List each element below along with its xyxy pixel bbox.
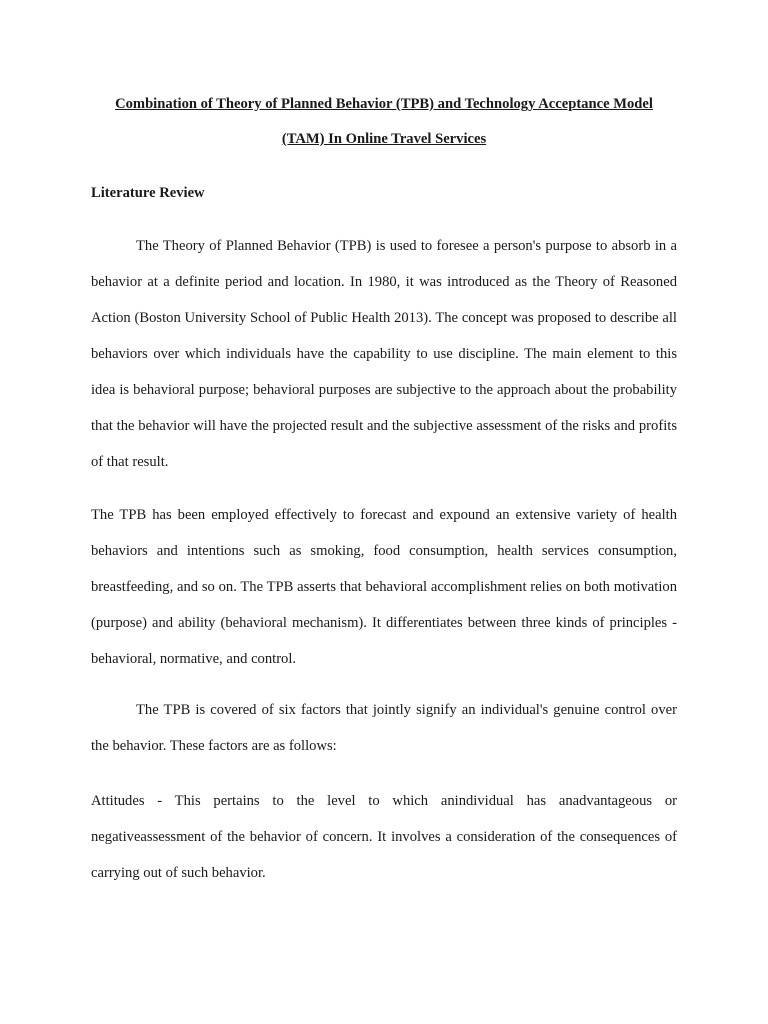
paragraph-tpb-applications: The TPB has been employed effectively to forecast and expound an extensive variety of health behaviors and intentions such as smoking, food consumption, health services consumption, breastfeeding, and so on. The TPB asserts that behavioral accomplishment relies on both motivation (purpose) and ability (behavioral mechanism). It differentiates between three kinds of principles - behavioral, normative, and control. <box>91 507 677 667</box>
paragraph-attitudes: Attitudes - This pertains to the level to which anindividual has anadvantageous or negativeassessment of the behavior of concern. It involves a consideration of the consequences of carrying out of such behavior. <box>91 793 677 881</box>
paragraph-tpb-factors: The TPB is covered of six factors that jointly signify an individual's genuine control over the behavior. These factors are as follows: <box>91 702 677 754</box>
document-title-line-1: Combination of Theory of Planned Behavior (TPB) and Technology Acceptance Model <box>115 96 653 112</box>
section-heading: Literature Review <box>91 185 205 201</box>
document-title-line-2: (TAM) In Online Travel Services <box>281 131 487 147</box>
paragraph-tpb-intro: The Theory of Planned Behavior (TPB) is used to foresee a person's purpose to absorb in a behavior at a definite period and location. In 1980, it was introduced as the Theory of Reasoned Action (Boston University School of Public Health 2013). The concept was proposed to describe all behaviors over which individuals have the capability to use discipline. The main element to this idea is behavioral purpose; behavioral purposes are subjective to the approach about the probability that the behavior will have the projected result and the subjective assessment of the risks and profits of that result. <box>91 238 677 470</box>
